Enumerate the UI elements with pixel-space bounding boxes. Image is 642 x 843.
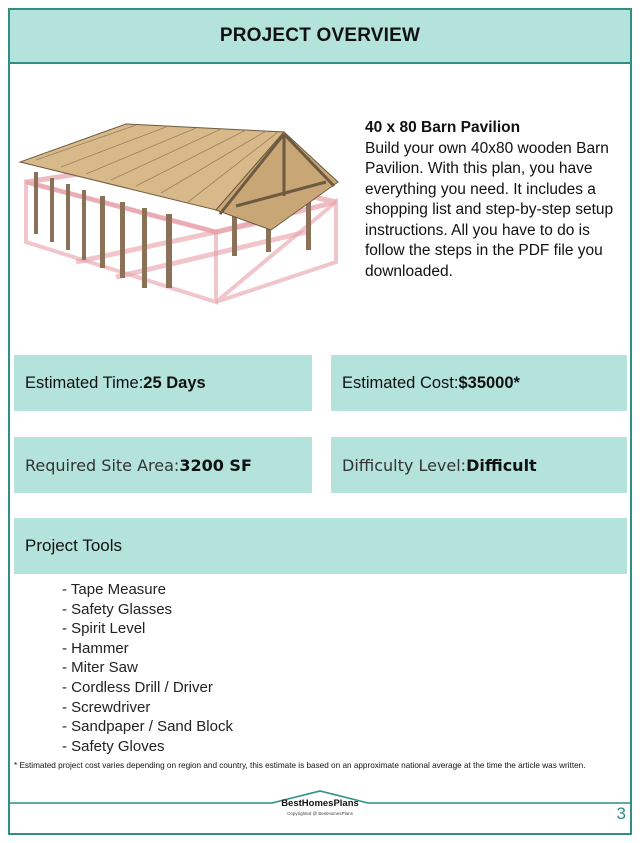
tool-item: - Hammer: [62, 639, 233, 659]
estimated-time-box: [14, 355, 312, 411]
page-title: PROJECT OVERVIEW: [10, 10, 630, 64]
estimated-time-value: 25 Days: [143, 373, 206, 392]
copyright-text: Copyrighted @ BestHomesPlans: [287, 811, 353, 816]
page-number: 3: [616, 804, 626, 823]
cost-footnote: * Estimated project cost varies depending on region and country, this estimate is based on an approximate national average at the time the article was written.: [14, 761, 586, 770]
site-area-value: 3200 SF: [179, 455, 252, 475]
project-name: 40 x 80 Barn Pavilion: [365, 119, 521, 136]
difficulty-value: Difficult: [466, 455, 537, 475]
estimated-cost-label: Estimated Cost:: [342, 373, 459, 392]
estimated-time-label: Estimated Time:: [25, 373, 144, 392]
brand-name: BestHomesPlans: [281, 798, 359, 809]
site-area-label: Required Site Area:: [25, 455, 180, 475]
project-intro: [365, 118, 627, 282]
difficulty-box: [331, 437, 627, 493]
tool-item: - Cordless Drill / Driver: [62, 678, 233, 698]
barn-pavilion-illustration: [16, 122, 346, 312]
tool-item: - Screwdriver: [62, 698, 233, 718]
tool-item: - Safety Gloves: [62, 737, 233, 757]
tool-item: - Sandpaper / Sand Block: [62, 717, 233, 737]
difficulty-label: Difficulty Level:: [342, 455, 467, 475]
estimated-cost-box: [331, 355, 627, 411]
project-description: Build your own 40x80 wooden Barn Pavilion. With this plan, you have everything you need. It includes a shopping list and step-by-step setup instructions. All you have to do is follow the steps in the PDF file you downloaded.: [365, 139, 614, 280]
tool-item: - Miter Saw: [62, 658, 233, 678]
project-tools-heading: Project Tools: [14, 518, 627, 574]
tool-item: - Safety Glasses: [62, 600, 233, 620]
site-area-box: [14, 437, 312, 493]
tool-item: - Spirit Level: [62, 619, 233, 639]
page-frame: [8, 8, 632, 835]
estimated-cost-value: $35000*: [458, 373, 520, 392]
tool-item: - Tape Measure: [62, 580, 233, 600]
project-tools-list: [62, 580, 233, 756]
